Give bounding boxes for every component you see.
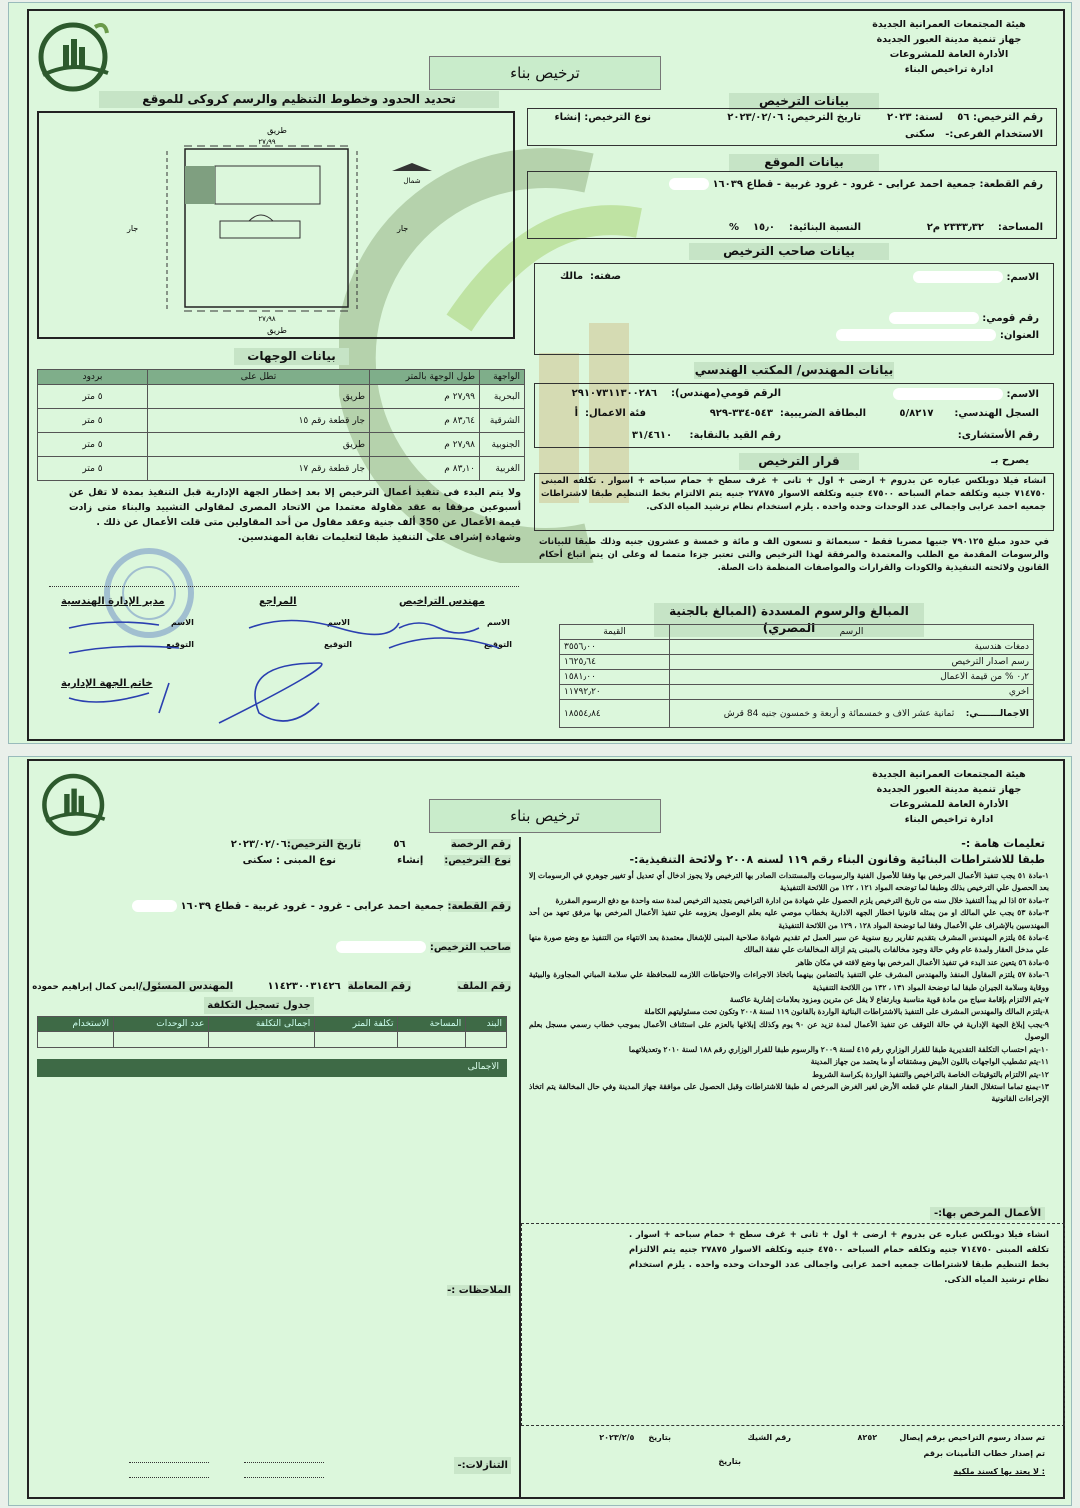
value: ١١٤٢٣٠٠٣١٤٢٦: [267, 981, 341, 992]
label: رقم الرخصة: [450, 839, 511, 850]
value: ٢٠٢٣/٠٢/٠٦: [727, 112, 784, 123]
site-section-title: بيانات الموقع: [729, 154, 879, 171]
overlooks: طريق: [148, 385, 370, 409]
facade: الغربية: [480, 457, 525, 481]
license-page-2: [8, 756, 1072, 1506]
cost-table-title: جدول تسجيل التكلفة: [204, 997, 314, 1014]
license-date: [727, 112, 861, 123]
sketch-left-neighbor: جار: [127, 224, 139, 233]
label: رقم الأستشارى:: [957, 430, 1039, 441]
instruction-item: ٤-مادة ٥٤ يلتزم المهندس المشرف بتقديم تقارير ربع سنوية عن سير العمل ثم تقديم شهادة صلاحية المبنى للإشغال معتمدة بعد الانتهاء من التنفيذ مع وضع صورة منها علي مدخل العقار ولمدة عام وفي حالة وجود مخالفات بالمبنى يتم ازالة المخالفات علي نفقة المالك: [529, 933, 1049, 955]
license-use: [905, 129, 1043, 140]
fee-value: ١٥٨١٫٠٠: [560, 670, 670, 685]
owner-address: [836, 329, 1039, 341]
licensing-engineer-title: مهندس التراخيص: [399, 596, 485, 607]
col-overlooks: تطل على: [148, 370, 370, 385]
instruction-item: ١٣-يمنع تماما استغلال العقار المقام علي قطعه الأرض لغير الغرض المرخص له طبقا للاشتراطات وقبل الحصول على موافقة جهاز المدينة وفي حال المخالفة يتم اتخاذ الإجراءات القانونية: [529, 1081, 1049, 1104]
unit: %: [728, 222, 739, 233]
col-total-cost: اجمالى التكلفة: [209, 1017, 315, 1032]
value: جمعية احمد عرابى - غرود - غرود غربية - قطاع ١٦٠٣٩: [712, 179, 977, 190]
engineer-section-title: بيانات المهندس/ المكتب الهندسي: [694, 363, 894, 377]
table-row: [38, 1032, 507, 1048]
cost-total-row: [37, 1059, 507, 1077]
redacted: [913, 271, 1003, 283]
value: لا يعتد بها كسند ملكية: [953, 1467, 1039, 1476]
redacted: [889, 312, 979, 324]
org-line: الأدارة العامة للمشروعات: [889, 799, 1009, 810]
label: المساحة:: [997, 222, 1043, 233]
engineer-name: [893, 388, 1039, 400]
value: أ: [574, 408, 579, 419]
engineer-register: [899, 408, 1039, 419]
org-line: ادارة تراخيص البناء: [904, 814, 994, 825]
redacted: [336, 941, 426, 953]
value: ٥/٨٢١٧: [899, 408, 934, 419]
instruction-item: ٦-مادة ٥٧ يلتزم المقاول المنفذ والمهندس المشرف علي التنفيذ بالتضامن بينهما باتخاذ الاجراءات والاحتياطات اللازمه للمحافظة علي سلامة المباني المجاورة والبيئية ووقاية وسلامة الجيران طبقا لما توضحة المواد ١٣١ ، ١٣٢ من اللائحة التنفيذية: [529, 970, 1049, 992]
redacted: [669, 178, 709, 190]
org-line: ادارة تراخيص البناء: [904, 64, 994, 75]
fee-name: رسم اصدار الترخيص: [670, 655, 1034, 670]
license-year: [887, 112, 943, 123]
length: ٢٧٫٩٨ م: [370, 433, 480, 457]
label: بتاريخ: [648, 1433, 671, 1442]
org-header: [859, 767, 1039, 827]
label: نوع الترخيص:: [584, 112, 651, 123]
instruction-item: ٨-يلتزم المالك والمهندس المشرف على التنفيذ بالاشتراطات البنائية الواردة بالقانون ١١٩ لسنة ٢٠٠٨ وتكون تحت مسئوليتهم الكاملة: [644, 1007, 1049, 1017]
waiver-line: [244, 1462, 324, 1463]
length: ٢٧٫٩٩ م: [370, 385, 480, 409]
redacted: [893, 388, 1003, 400]
value: ٢٩١٠٧٣١١٣٠٠٢٨٦: [571, 388, 658, 399]
responsible-engineer: [32, 981, 233, 992]
cost-table: [37, 1016, 507, 1048]
sketch-right-neighbor: جار: [397, 224, 409, 233]
owner-section-title: بيانات صاحب الترخيص: [689, 243, 889, 260]
instruction-item: ٣-مادة ٥٣ يجب علي المالك او من يمثله قانونيا اخطار الجهه الادارية بخطاب موصي عليه بعلم الوصول بعزومه علي تنفيذ الأعمال المرخص بها مرفق تعهد من أحد المهندسين بالإشراف علي الأعمال وفقا لما توضحة المواد ١٢٨ ، ١٢٩ من اللائحة التنفيذية: [529, 908, 1049, 930]
label: رقم المعاملة: [347, 981, 411, 992]
instruction-item: ١-مادة ٥١ يجب تنفيذ الأعمال المرخص بها وفقا للأصول الفنية والرسومات والمستندات الصادر بها الترخيص ولا يجوز ادخال أي تعديل أو تغيير جوهري في الرسومات إلا بعد الحصول علي الترخيص بذلك وطبقا لما توضحه المواد ١٢١ ، ١٢٢ من اللائحة التنفيذية: [529, 871, 1049, 893]
label: نوع الترخيص:: [444, 855, 511, 866]
facade: البحرية: [480, 385, 525, 409]
table-row: [38, 457, 525, 481]
authority-logo: [33, 767, 117, 839]
name-label: الاسم: [487, 618, 510, 627]
instruction-item: ١٠-يتم احتساب التكلفة التقديرية طبقا للقرار الوزاري رقم ٤١٥ لسنة ٢٠٠٩ والرسوم طبقا للقرار الوزاري رقم ١٨٨ لسنة ٢٠١٠ وتعديلاتهما: [628, 1044, 1049, 1054]
overlooks: جار قطعة رقم ١٧: [148, 457, 370, 481]
org-line: الأدارة العامة للمشروعات: [889, 49, 1009, 60]
value: جمعية احمد عرابى - غرود - غرود غربية - قطاع ١٦٠٣٩: [180, 901, 445, 912]
overlooks: طريق: [148, 433, 370, 457]
org-line: جهاز تنمية مدينة العبور الجديدة: [876, 34, 1022, 45]
table-row: [38, 385, 525, 409]
cell: [315, 1032, 398, 1048]
col-units: عدد الوحدات: [114, 1017, 209, 1032]
waiver-line: [244, 1477, 324, 1478]
cell: [38, 1032, 114, 1048]
license-section-title: بيانات الترخيص: [729, 93, 879, 110]
building-ratio: [729, 222, 861, 233]
file-no: رقم الملف: [457, 981, 511, 992]
setback: ٥ متر: [38, 409, 148, 433]
label: النسبة البنائية:: [788, 222, 861, 233]
fees-table: [559, 624, 1034, 728]
waiver-line: [129, 1477, 209, 1478]
area: [927, 222, 1043, 233]
union-no: [632, 430, 781, 441]
instruction-item: ٩-يجب إبلاغ الجهة الإدارية في حالة التوقف عن تنفيذ الأعمال لمدة تزيد عن ٩٠ يوم وكذلك إبلاغها بالعزم على استئناف الأعمال بموجب خطاب رسمي مسجل بعلم الوصول: [529, 1019, 1049, 1042]
length: ٨٣٫٦٤ م: [370, 409, 480, 433]
facade: الشرقية: [480, 409, 525, 433]
table-row: [38, 409, 525, 433]
label: تاريخ الترخيص:: [286, 839, 361, 850]
p2-owner: [336, 941, 511, 953]
sketch-top-dim: ٢٧٫٩٩: [258, 138, 276, 146]
cost-total-label: الاجمالى: [467, 1062, 499, 1072]
remarks-label: الملاحظات :-: [447, 1285, 511, 1296]
value: ايمن كمال إبراهيم حموده: [32, 982, 139, 992]
north-arrow-label: شمال: [403, 177, 421, 185]
cell: [209, 1032, 315, 1048]
plot-number: [669, 178, 1043, 190]
label: رقم القطعة:: [979, 179, 1043, 190]
value: ٣١/٤٦١٠: [631, 430, 673, 441]
value: ١٥٫٠: [752, 222, 775, 233]
facade: الجنوبية: [480, 433, 525, 457]
col-item: البند: [466, 1017, 507, 1032]
permit-label: يصرح بـ: [991, 455, 1029, 466]
col-length: طول الوجهة بالمتر: [370, 370, 480, 385]
value: ٢٠٢٣: [887, 112, 912, 123]
sketch-bottom-road: طريق: [267, 326, 287, 335]
value: ٥٦: [957, 112, 970, 123]
label: فئة الاعمال:: [584, 408, 646, 419]
instruction-item: ٥-مادة ٥٦ يتعين عند البدء في تنفيذ الأعمال المرخص بها وضع لافته في مكان ظاهر: [795, 957, 1049, 967]
label: نوع المبنى :: [276, 855, 336, 866]
length: ٨٣٫١٠ م: [370, 457, 480, 481]
owner-role: [560, 271, 621, 282]
org-line: هيئة المجتمعات العمرانية الجديدة: [872, 769, 1026, 780]
setback: ٥ متر: [38, 385, 148, 409]
fees-paid: [858, 1433, 1045, 1442]
director-title: مدير الإدارة الهندسية: [61, 596, 165, 607]
ownership-disclaimer: [954, 1467, 1045, 1476]
total-value: ١٨٥٥٤٫٨٤: [560, 700, 670, 728]
col-setback: بردود: [38, 370, 148, 385]
seal-title: خاتم الجهة الإدارية: [61, 678, 153, 689]
owner-name: [913, 271, 1039, 283]
site-sketch: [37, 111, 527, 341]
execution-note: ولا يتم البدء فى تنفيذ أعمال الترخيص إلا بعد إخطار الجهة الإدارية قبل التنفيذ بمدة لا تقل عن أسبوعين مرفقا به عقد مقاولة معتمدا من الاتحاد المصرى لمقاولى التشييد والبناء متى زادت قيمة الأعمال عن 350 ألف جنية وعقد مقاول من أحد المقاولين متى قلت الأعمال عن ذلك .: [69, 487, 521, 528]
value: ٥٤٣-٣٣٤-٩٢٩: [709, 408, 773, 419]
col-area: المساحة: [398, 1017, 466, 1032]
total-row: [560, 700, 1034, 728]
setback: ٥ متر: [38, 457, 148, 481]
check-no: رقم الشيك: [747, 1433, 791, 1442]
sign-label: التوقيع: [484, 640, 512, 649]
p2-building-type: [243, 855, 336, 866]
fee-name: دمغات هندسية: [670, 640, 1034, 655]
waivers-label: التنازلات:-: [454, 1457, 511, 1474]
divider: [49, 586, 519, 587]
label: المهندس المسئول/: [138, 981, 233, 992]
instructions-subtitle: طبقا للاشتراطات البنائية وقانون البناء رقم ١١٩ لسنه ٢٠٠٨ ولائحة التنفيذية:-: [629, 853, 1045, 866]
insurance-date: بتاريخ: [718, 1457, 741, 1466]
sketch-bottom-dim: ٢٧٫٩٨: [258, 315, 276, 323]
payment-date: [599, 1433, 671, 1442]
fee-value: ١٦٢٥٫٦٤: [560, 655, 670, 670]
cell: [398, 1032, 466, 1048]
sign-label: التوقيع: [324, 640, 352, 649]
setback: ٥ متر: [38, 433, 148, 457]
value: ٥٦: [393, 839, 406, 850]
fee-name: اخري: [670, 685, 1034, 700]
table-row: [560, 685, 1034, 700]
instructions-list: [529, 870, 1049, 1106]
transaction-no: [268, 981, 411, 992]
facades-table: [37, 369, 525, 481]
signatures-handwritten: [49, 603, 519, 733]
label: لسنة:: [914, 112, 943, 123]
waiver-line: [129, 1462, 209, 1463]
fees-section-title: المبالغ والرسوم المسددة (المبالغ بالجنية المصري): [654, 603, 924, 637]
org-line: هيئة المجتمعات العمرانية الجديدة: [872, 19, 1026, 30]
label: صفته:: [589, 271, 621, 282]
document-title: ترخيص بناء: [429, 56, 661, 90]
redacted: [132, 900, 177, 912]
col-meter-cost: تكلفة المتر: [315, 1017, 398, 1032]
licensed-works-label: الأعمال المرخص بها:-: [930, 1207, 1045, 1220]
org-line: جهاز تنمية مدينة العبور الجديدة: [876, 784, 1022, 795]
engineer-tax-card: [710, 408, 866, 419]
label: العنوان:: [999, 330, 1039, 341]
value: ٢٣٣٣٫٣٢ م٢: [926, 222, 984, 233]
redacted: [836, 329, 996, 341]
label: رقم القيد بالنقابة:: [689, 430, 781, 441]
p2-type: [397, 855, 511, 866]
label: البطاقة الضريبية:: [779, 408, 866, 419]
label: رقم الترخيص:: [972, 112, 1043, 123]
fee-value: ١١٧٩٢٫٢٠: [560, 685, 670, 700]
instruction-item: ٧-يتم الالتزام بإقامة سياج من مادة قوية مناسبة وبارتفاع لا يقل عن مترين ومزود بعلامات إشارية عاكسة: [729, 995, 1049, 1005]
authority-logo: [33, 15, 117, 95]
engineer-national-id: [572, 388, 781, 399]
value: مالك: [560, 271, 584, 282]
label: رقم قومي:: [982, 313, 1039, 324]
label: السجل الهندسي:: [954, 408, 1039, 419]
decision-amount-text: في حدود مبلغ ٧٩٠١٢٥ جنيها مصريا فقط - سبعمائة و تسعون الف و مائة و خمسة و عشرون جنيه وذلك طبقا للبيانات والرسومات المقدمة مع الطلب والمعتمدة والمرفقة لهذا الترخيص والتى تعتبر جزءا متمما له وعلى ان يتم اتباع أحكام القانون ولائحته التنفيذية والكودات والقرارات والمواصفات المنظمة ذات الصلة.: [539, 537, 1049, 573]
value: ٢٠٢٣/٢/٥: [599, 1433, 635, 1442]
consultant-no: [958, 430, 1039, 441]
org-header: [859, 17, 1039, 77]
value: ٢٠٢٣/٠٢/٠٦: [230, 839, 287, 850]
sketch-top-road: طريق: [267, 126, 287, 135]
label: الاستخدام الفرعى:-: [945, 129, 1043, 140]
total-words: ثمانية عشر الاف و خمسمائة و أربعة و خمسون جنيه 84 قرش: [723, 708, 955, 719]
p2-plot: [132, 900, 511, 912]
owner-national-id: [889, 312, 1039, 324]
engineer-class: [575, 408, 646, 419]
cell: [466, 1032, 507, 1048]
table-row: [560, 670, 1034, 685]
instruction-item: ٢-مادة ٥٢ اذا لم يبدأ التنفيذ خلال سنه من تاريخ الترخيص يلزم الحصول علي شهادة من ادارة التراخيص بتجديد الترخيص لمدة سنه واحدة مع دفع الرسوم المقررة: [555, 895, 1049, 905]
label: تاريخ الترخيص:: [786, 112, 861, 123]
p2-license-no: [393, 839, 511, 850]
overlooks: جار قطعة رقم ١٥: [148, 409, 370, 433]
name-label: الاسم: [327, 618, 350, 627]
table-row: [560, 655, 1034, 670]
p2-date: [231, 839, 361, 850]
sketch-section-title: تحديد الحدود وخطوط التنظيم والرسم كروكى للموقع: [99, 91, 499, 108]
value: إنشاء: [554, 112, 581, 123]
name-label: الاسم: [171, 618, 194, 627]
col-facade: الواجهة: [480, 370, 525, 385]
table-row: [560, 640, 1034, 655]
instruction-item: ١١-يتم تشطيب الواجهات باللون الأبيض ومشتقاته أو ما يعتمد من جهاز المدينة: [810, 1057, 1049, 1067]
fee-name: ٠٫٢ % من قيمة الاعمال: [670, 670, 1034, 685]
facades-section-title: بيانات الوجهات: [234, 348, 349, 365]
total-cell: [670, 700, 1034, 728]
table-row: [38, 433, 525, 457]
cell: [114, 1032, 209, 1048]
insurance-letter: تم إصدار خطاب التأمينات برقم: [923, 1449, 1045, 1458]
label: صاحب الترخيص:: [429, 942, 511, 953]
prefix: :: [1041, 1467, 1045, 1476]
supervision-note: وشهادة إشراف على التنفيذ طبقا لتعليمات نقابة المهندسين.: [237, 532, 521, 543]
col-use: الاستخدام: [38, 1017, 114, 1032]
decision-section-title: قرار الترخيص: [739, 453, 859, 470]
sign-label: التوقيع: [166, 640, 194, 649]
label: الرقم قومي(مهندس):: [671, 388, 781, 399]
value: إنشاء: [397, 855, 424, 866]
value: سكنى: [904, 129, 935, 140]
label: تم سداد رسوم التراخيص برقم إيصال: [899, 1433, 1045, 1442]
total-label: الاجمالـــــــي:: [965, 708, 1029, 719]
instruction-item: ١٢-يتم الالتزام بالتوقيتات الخاصة بالتراخيص والتنفيذ الواردة بكراسة الشروط: [812, 1069, 1049, 1079]
license-no: [957, 112, 1043, 123]
label: الاسم:: [1006, 389, 1039, 400]
label: الاسم:: [1006, 272, 1039, 283]
document-title: ترخيص بناء: [429, 799, 661, 833]
notes-block: [69, 485, 521, 545]
license-page-1: [8, 2, 1072, 744]
label: رقم القطعة:: [447, 901, 511, 912]
col-value: القيمة: [560, 625, 670, 640]
fee-value: ٣٥٥٦٫٠٠: [560, 640, 670, 655]
reviewer-title: المراجع: [259, 596, 297, 607]
decision-text: انشاء فيلا دوبلكس عباره عن بدروم + ارضى + اول + ثانى + غرف سطح + حمام سباحه + اسوار . تكلفه المبنى ٧١٤٧٥٠ جنيه وتكلفه حمام السباحه ٤٧٥٠٠ جنيه وتكلفه الاسوار ٢٧٨٧٥ جنيه يتم الالتزام بخط التنظيم طبقا لاشتراطات جمعيه احمد عرابى واجمالى عدد الوحدات وحده واحده . يلزم استخدام نظام ترشيد المياه الذكى.: [541, 476, 1047, 512]
instructions-title: تعليمات هامة :-: [961, 837, 1045, 850]
licensed-works-text: انشاء فيلا دوبلكس عباره عن بدروم + ارضى + اول + ثانى + غرف سطح + حمام سباحه + اسوار . تكلفه المبنى ٧١٤٧٥٠ جنيه وتكلفه حمام السباحه ٤٧٥٠٠ جنيه وتكلفه الاسوار ٢٧٨٧٥ جنيه يتم الالتزام بخط التنظيم طبقا لاشتراطات جمعيه احمد عرابى واجمالى عدد الوحدات وحده واحده . يلزم استخدام نظام ترشيد المياه الذكى.: [629, 1229, 1049, 1284]
col-fee: الرسم: [670, 625, 1034, 640]
value: سكنى: [242, 855, 273, 866]
receipt-no: ٨٢٥٢: [857, 1433, 878, 1442]
license-type: [555, 112, 651, 123]
